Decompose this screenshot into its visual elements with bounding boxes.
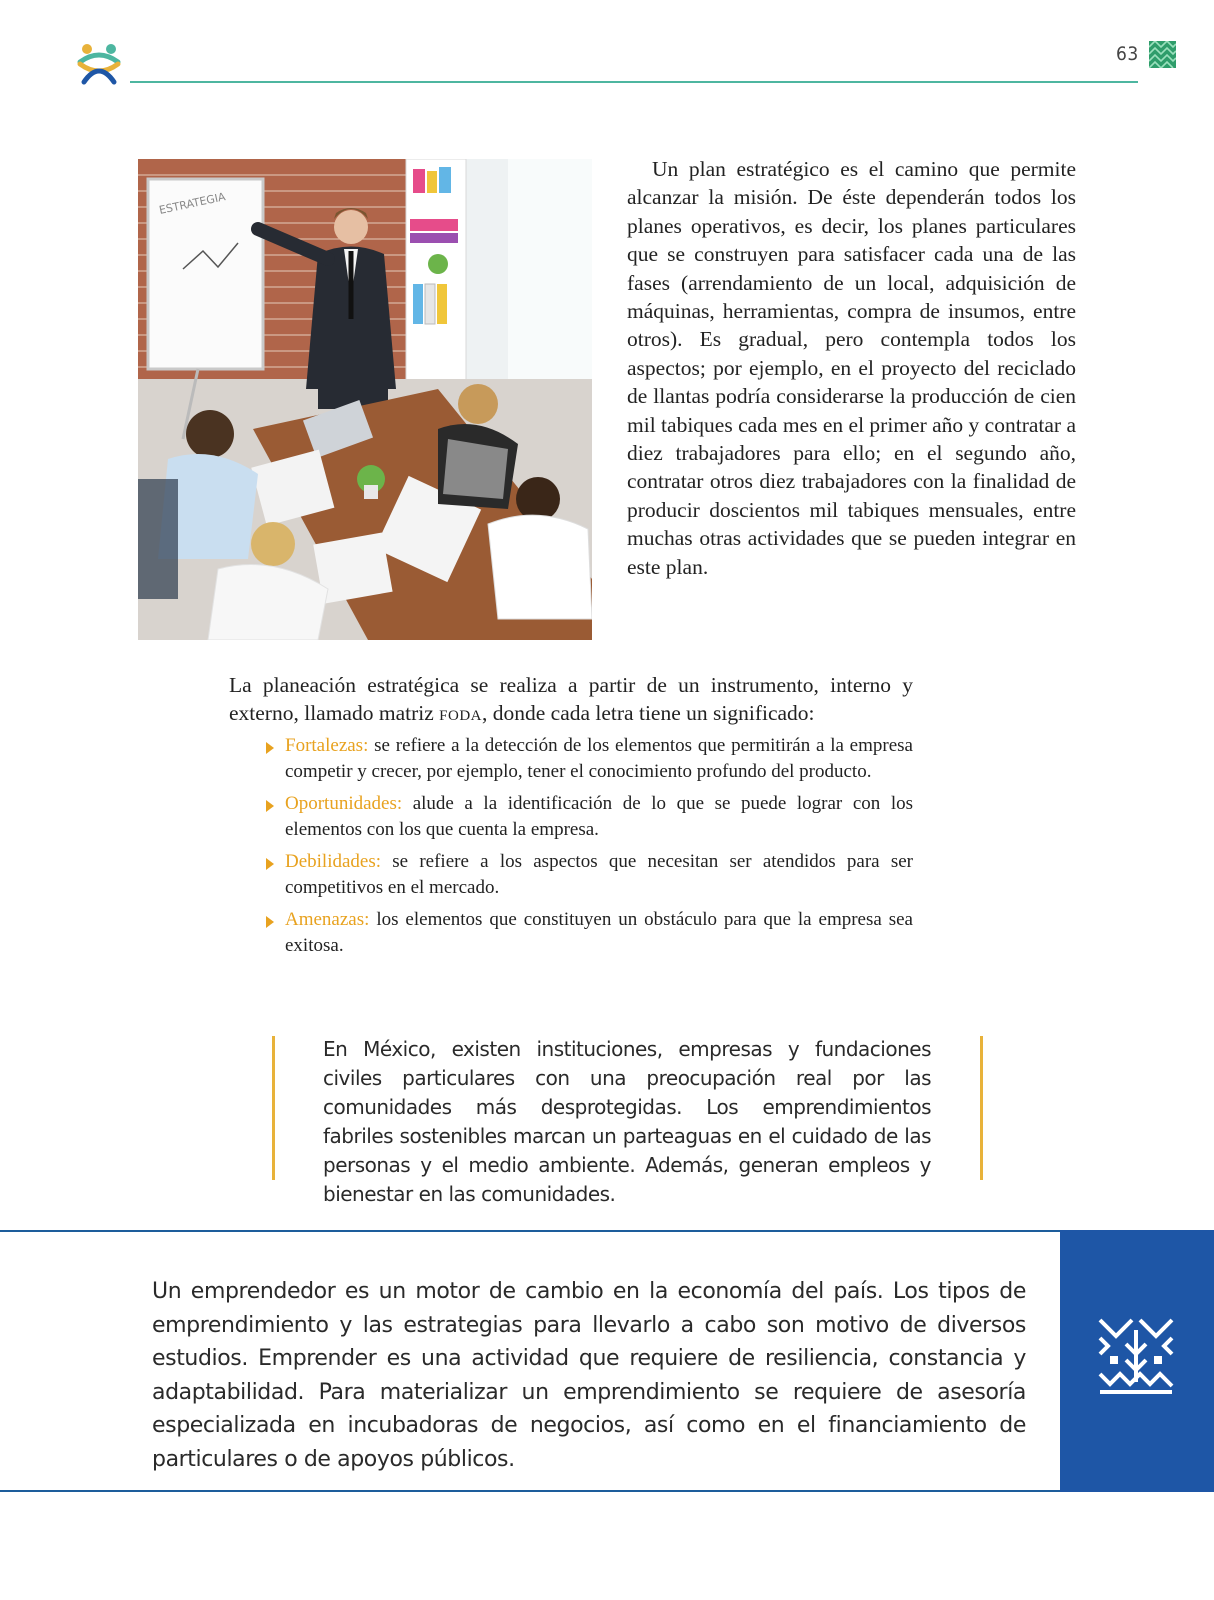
bullet-arrow-icon [266, 742, 274, 754]
summary-rule-bottom [0, 1490, 1214, 1492]
list-item-fortalezas [263, 733, 913, 785]
note-bar-left [272, 1036, 275, 1180]
foda-description: alude a la identificación de lo que se puede lograr con los elementos con los que cuenta la empresa. [285, 793, 913, 840]
list-item-oportunidades [263, 791, 913, 843]
foda-acronym: foda [439, 700, 482, 725]
foda-list [263, 733, 913, 965]
foda-description: se refiere a los aspectos que necesitan ser atendidos para ser competitivos en el mercado. [285, 851, 913, 898]
foda-intro-after: , donde cada letra tiene un significado: [481, 700, 815, 725]
note-bar-right [980, 1036, 983, 1180]
bullet-arrow-icon [266, 858, 274, 870]
bullet-arrow-icon [266, 916, 274, 928]
foda-description: se refiere a la detección de los elementos que permitirán a la empresa competir y crecer, por ejemplo, tener el conocimiento profundo del producto. [285, 735, 913, 782]
bullet-arrow-icon [266, 800, 274, 812]
textile-pattern-icon [1096, 1316, 1176, 1396]
foda-intro [229, 672, 913, 727]
foda-description: los elementos que constituyen un obstáculo para que la empresa sea exitosa. [285, 909, 913, 956]
list-item-debilidades [263, 849, 913, 901]
page-number: 63 [1116, 43, 1139, 65]
header-rule [130, 81, 1138, 83]
foda-term: Amenazas: [285, 909, 370, 930]
summary-rule-top [0, 1230, 1060, 1232]
intro-paragraph: Un plan estratégico es el camino que permite alcanzar la misión. De éste dependerán todos los planes operativos, es decir, los planes particulares que se construyen para satisfacer cada una de las fases (arrendamiento de un local, adquisición de máquinas, herramientas, compra de insumos, entre otros). Es gradual, pero contempla todos los aspectos; por ejemplo, en el proyecto del reciclado de llantas podría considerarse la producción de cien mil tabiques cada mes en el primer año y contratar a diez trabajadores para ello; en el segundo año, contratar otros diez trabajadores con la finalidad de producir doscientos mil tabiques mensuales, entre muchas otras actividades que se pueden integrar en este plan. [627, 157, 1076, 579]
list-item-amenazas [263, 907, 913, 959]
foda-intro-before: La planeación estratégica se realiza a partir de un instrumento, interno y externo, llamado matriz [229, 673, 913, 725]
note-paragraph: En México, existen instituciones, empresas y fundaciones civiles particulares con una preocupación real por las comunidades más desprotegidas. Los emprendimientos fabriles sostenibles marcan un parteaguas en el cuidado de las personas y el medio ambiente. Además, generan empleos y bienestar en las comunidades. [323, 1037, 931, 1206]
summary-paragraph: Un emprendedor es un motor de cambio en la economía del país. Los tipos de emprendimiento y las estrategias para llevarlo a cabo son motivo de diversos estudios. Emprender es una actividad que requiere de resiliencia, constancia y adaptabilidad. Para materializar un emprendimiento se requiere de asesoría especializada en incubadoras de negocios, así como en el financiamiento de particulares o de apoyos públicos. [152, 1279, 1026, 1472]
meeting-photo [138, 159, 592, 640]
foda-term: Oportunidades: [285, 793, 403, 814]
foda-term: Fortalezas: [285, 735, 369, 756]
green-pattern-icon [1149, 41, 1176, 68]
whiteboard-text: ESTRATEGIA [157, 190, 227, 217]
foda-term: Debilidades: [285, 851, 382, 872]
logo-icon [76, 40, 122, 86]
